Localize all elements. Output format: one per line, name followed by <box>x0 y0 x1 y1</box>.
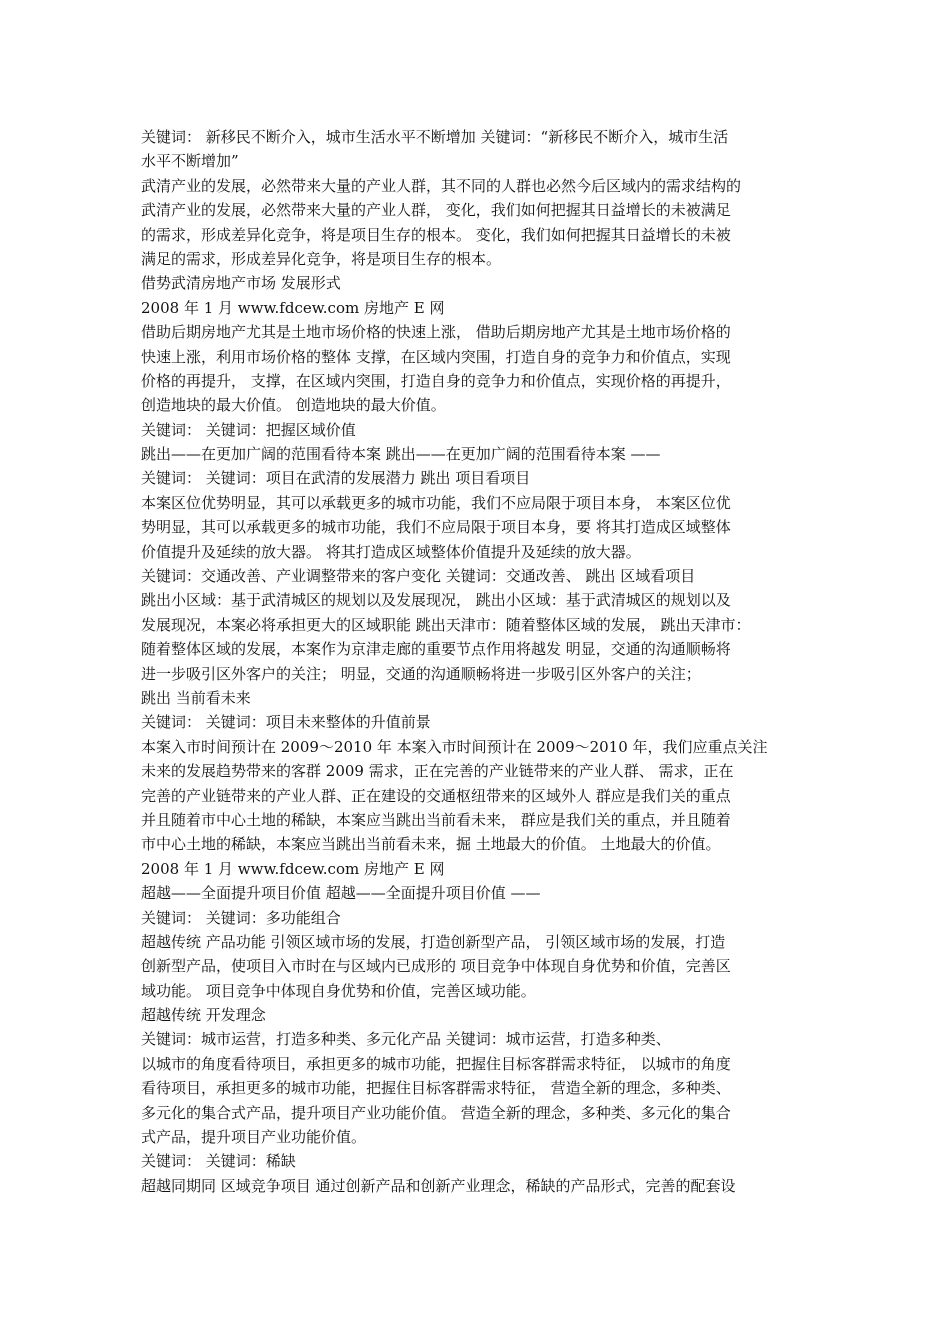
text-line: 水平不断增加” <box>141 152 239 171</box>
text-line: 市中心土地的稀缺，本案应当跳出当前看未来，掘 土地最大的价值。 土地最大的价值。 <box>141 835 721 854</box>
source-line: 2008 年 1 月 www.fdcew.com 房地产 E 网 <box>141 298 445 317</box>
text-line: 完善的产业链带来的产业人群、正在建设的交通枢纽带来的区域外人 群应是我们关的重点 <box>141 786 731 805</box>
section-heading: 借势武清房地产市场 发展形式 <box>141 274 341 293</box>
text-line: 本案入市时间预计在 2009～2010 年 本案入市时间预计在 2009～2010 年，我们应重点关注 <box>141 737 768 756</box>
text-line: 看待项目，承担更多的城市功能，把握住目标客群需求特征， 营造全新的理念，多种类、 <box>141 1079 731 1098</box>
text-line: 的需求，形成差异化竞争，将是项目生存的根本。 变化，我们如何把握其日益增长的未被 <box>141 225 731 244</box>
text-line: 本案区位优势明显，其可以承载更多的城市功能，我们不应局限于项目本身， 本案区位优 <box>141 493 731 512</box>
text-line: 式产品，提升项目产业功能价值。 <box>141 1128 367 1147</box>
text-line: 创新型产品，使项目入市时在与区域内已成形的 项目竞争中体现自身优势和价值，完善区 <box>141 957 731 976</box>
text-line: 关键词： 新移民不断介入，城市生活水平不断增加 关键词：“新移民不断介入，城市生活 <box>141 128 729 146</box>
text-line: 域功能。 项目竞争中体现自身优势和价值，完善区域功能。 <box>141 981 536 1000</box>
keyword-line: 关键词： 关键词：项目未来整体的升值前景 <box>141 713 431 732</box>
keyword-line: 关键词： 关键词：项目在武清的发展潜力 跳出 项目看项目 <box>141 469 531 488</box>
text-line: 发展现况，本案必将承担更大的区域职能 跳出天津市：随着整体区域的发展， 跳出天津市： <box>141 615 751 634</box>
keyword-line: 关键词：交通改善、产业调整带来的客户变化 关键词：交通改善、 跳出 区域看项目 <box>141 567 696 586</box>
text-line: 武清产业的发展，必然带来大量的产业人群，其不同的人群也必然今后区域内的需求结构的 <box>141 176 742 195</box>
text-line: 进一步吸引区外客户的关注； 明显，交通的沟通顺畅将进一步吸引区外客户的关注； <box>141 664 701 683</box>
text-line: 未来的发展趋势带来的客群 2009 需求，正在完善的产业链带来的产业人群、 需求，正在 <box>141 762 734 781</box>
text-line: 势明显，其可以承载更多的城市功能，我们不应局限于项目本身，要 将其打造成区域整体 <box>141 518 731 537</box>
keyword-line: 关键词： 关键词：稀缺 <box>141 1152 296 1171</box>
text-line: 价值提升及延续的放大器。 将其打造成区域整体价值提升及延续的放大器。 <box>141 542 641 561</box>
text-line: 快速上涨，利用市场价格的整体 支撑，在区域内突围，打造自身的竞争力和价值点，实现 <box>141 347 731 366</box>
text-line: 满足的需求，形成差异化竞争，将是项目生存的根本。 <box>141 249 502 268</box>
section-heading: 跳出 当前看未来 <box>141 688 251 707</box>
text-line: 超越传统 产品功能 引领区域市场的发展，打造创新型产品， 引领区域市场的发展，打造 <box>141 932 726 951</box>
keyword-line: 关键词： 关键词：多功能组合 <box>141 908 341 927</box>
section-heading: 超越——全面提升项目价值 超越——全面提升项目价值 —— <box>141 884 541 903</box>
text-line: 借助后期房地产尤其是土地市场价格的快速上涨， 借助后期房地产尤其是土地市场价格的 <box>141 323 731 342</box>
text-line: 随着整体区域的发展，本案作为京津走廊的重要节点作用将越发 明显，交通的沟通顺畅将 <box>141 640 731 659</box>
keyword-line: 关键词： 关键词：把握区域价值 <box>141 420 356 439</box>
keyword-line: 关键词：城市运营，打造多种类、多元化产品 关键词：城市运营，打造多种类、 <box>141 1030 671 1049</box>
text-line: 超越同期同 区域竞争项目 通过创新产品和创新产业理念，稀缺的产品形式，完善的配套设 <box>141 1176 736 1195</box>
text-line: 以城市的角度看待项目，承担更多的城市功能，把握住目标客群需求特征， 以城市的角度 <box>141 1054 731 1073</box>
text-line: 创造地块的最大价值。 创造地块的最大价值。 <box>141 396 446 415</box>
text-line: 价格的再提升， 支撑，在区域内突围，打造自身的竞争力和价值点，实现价格的再提升， <box>141 371 731 390</box>
section-heading: 跳出——在更加广阔的范围看待本案 跳出——在更加广阔的范围看待本案 —— <box>141 445 661 464</box>
section-heading: 超越传统 开发理念 <box>141 1006 266 1025</box>
document-body <box>141 125 813 1198</box>
source-line: 2008 年 1 月 www.fdcew.com 房地产 E 网 <box>141 859 445 878</box>
text-line: 并且随着市中心土地的稀缺，本案应当跳出当前看未来， 群应是我们关的重点，并且随着 <box>141 810 731 829</box>
text-line: 多元化的集合式产品，提升项目产业功能价值。 营造全新的理念，多种类、多元化的集合 <box>141 1103 731 1122</box>
text-line: 武清产业的发展，必然带来大量的产业人群， 变化，我们如何把握其日益增长的未被满足 <box>141 201 731 220</box>
text-line: 跳出小区域：基于武清城区的规划以及发展现况， 跳出小区域：基于武清城区的规划以及 <box>141 591 731 610</box>
